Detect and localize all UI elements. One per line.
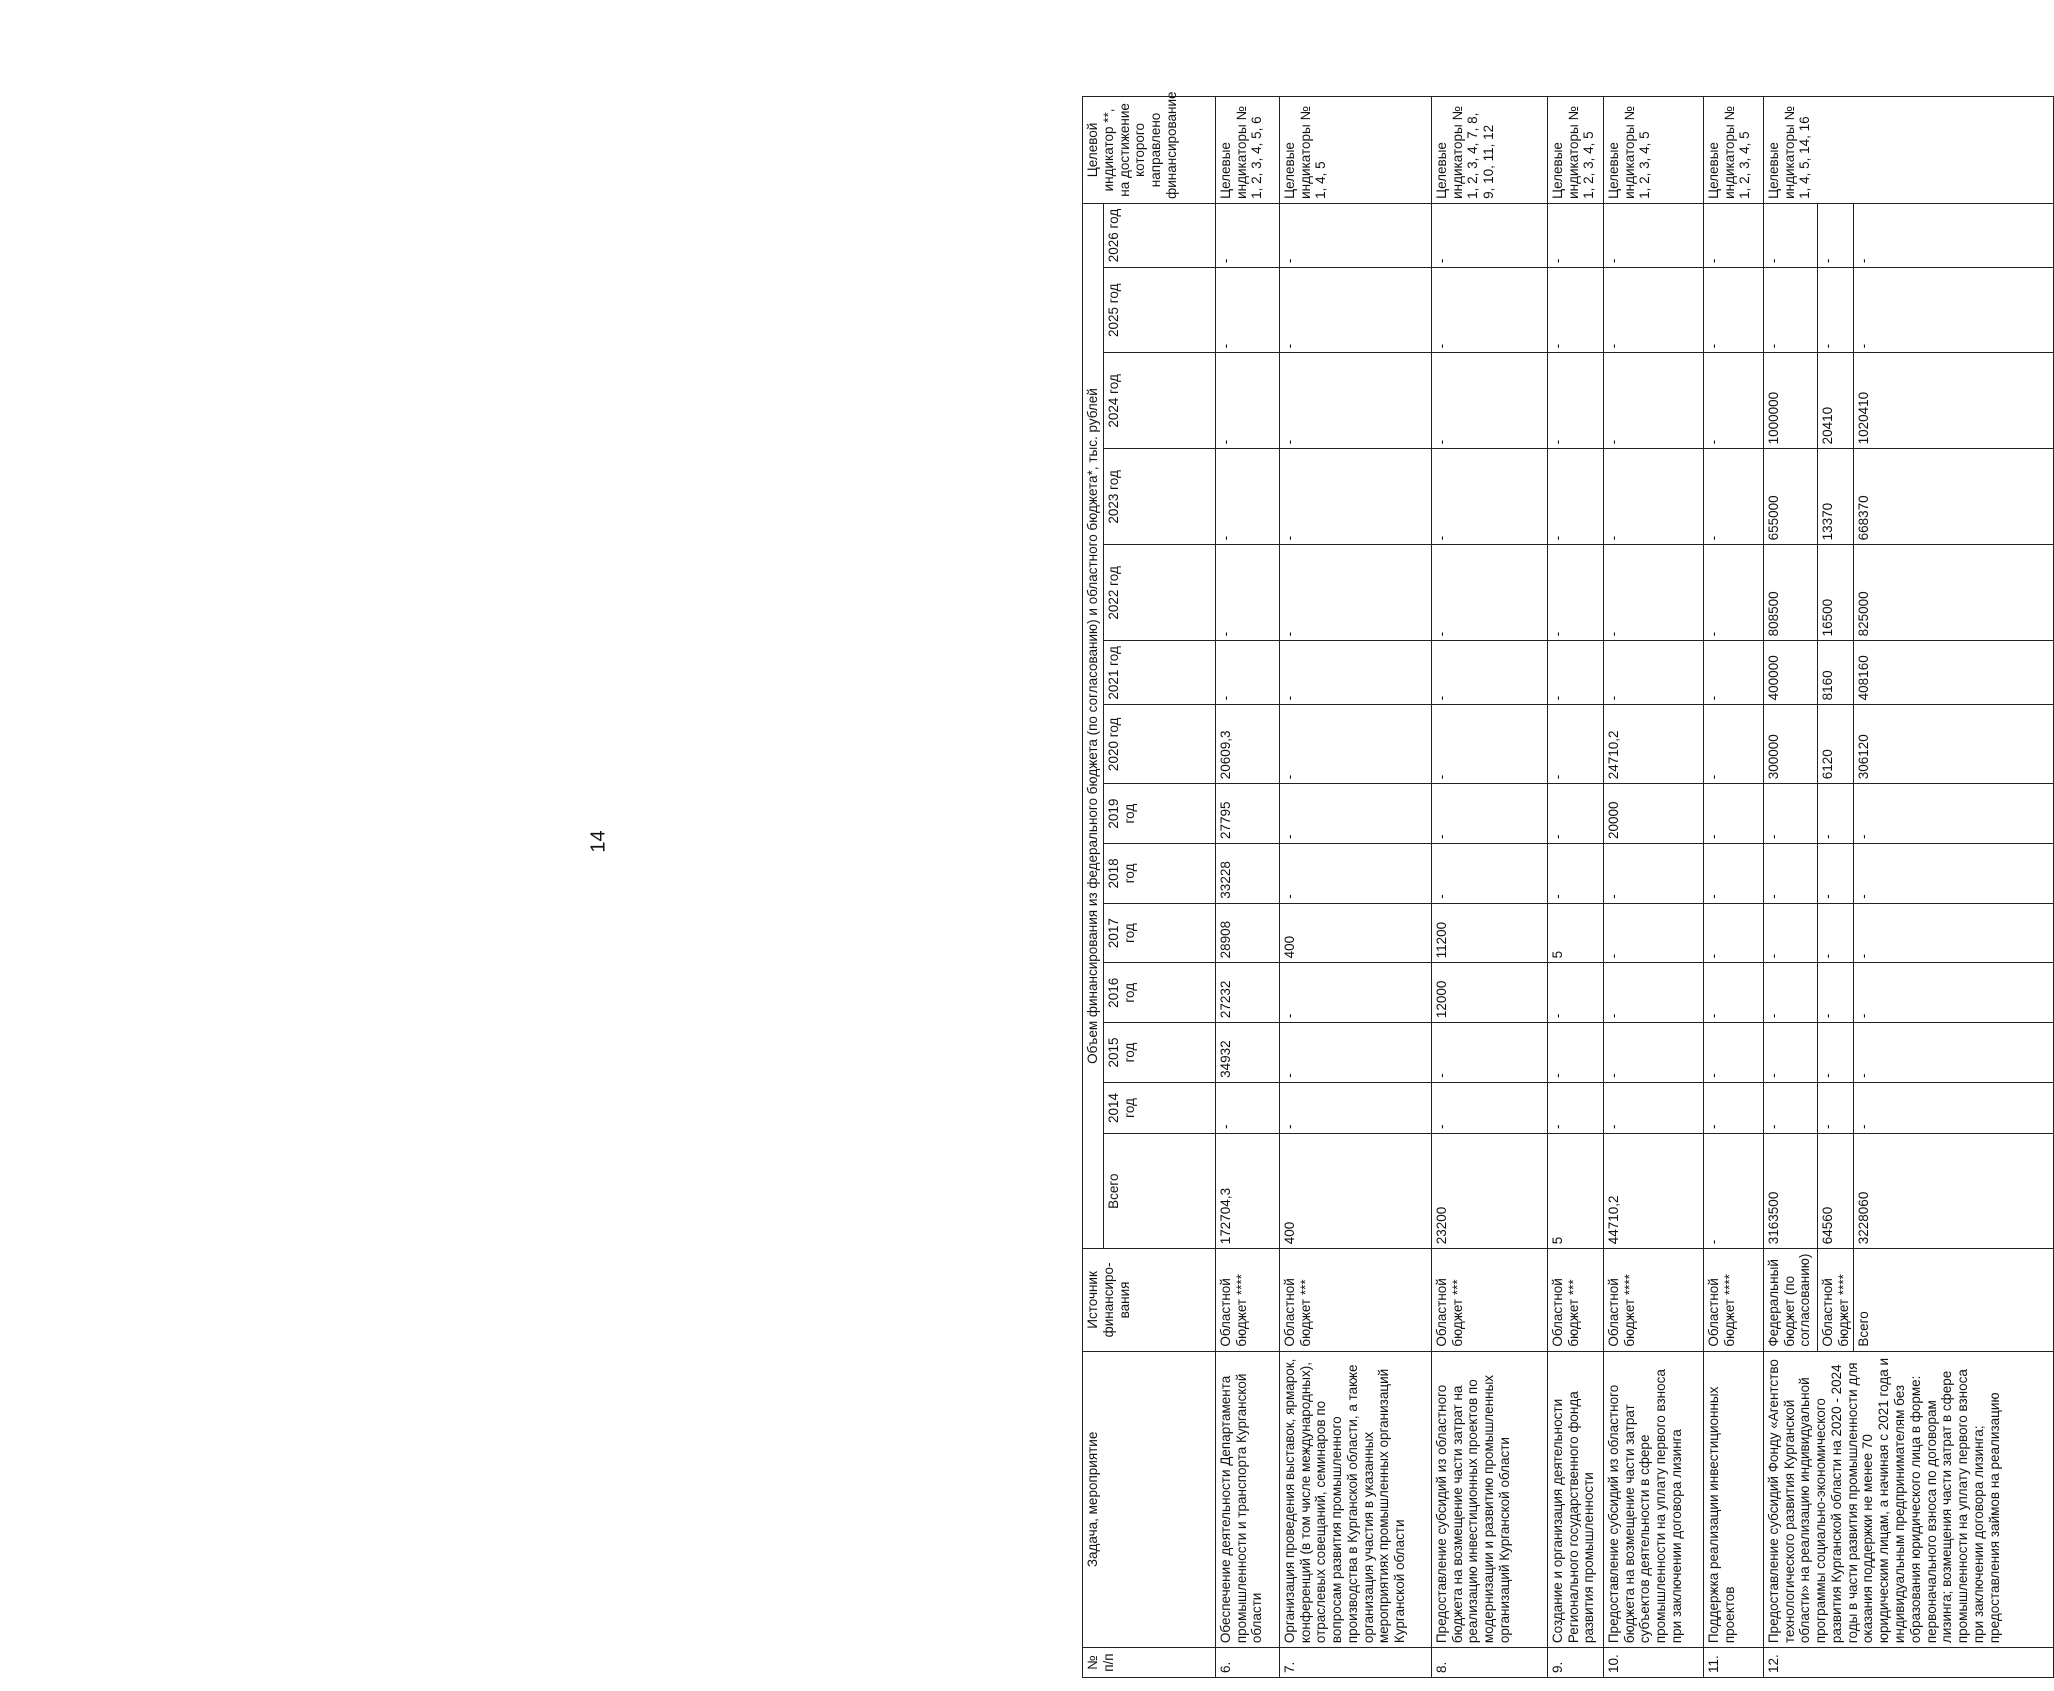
row-year-value: -: [1703, 903, 1763, 963]
header-year: 2015 год: [1103, 1023, 1215, 1083]
header-year: 2023 год: [1103, 449, 1215, 545]
row-num: 12.: [1763, 1648, 2054, 1678]
row-num: 9.: [1547, 1648, 1603, 1678]
row-year-value: -: [1603, 963, 1703, 1023]
row-year-value: -: [1854, 1082, 2054, 1133]
row-year-value: -: [1279, 545, 1431, 641]
row-year-value: -: [1547, 784, 1603, 844]
header-year: 2025 год: [1103, 268, 1215, 353]
row-year-value: 408160: [1854, 641, 2054, 705]
row-total: 172704,3: [1215, 1134, 1279, 1249]
header-year: 2022 год: [1103, 545, 1215, 641]
row-total: 5: [1547, 1134, 1603, 1249]
row-year-value: -: [1703, 1023, 1763, 1083]
row-year-value: -: [1215, 353, 1279, 449]
header-row-1: [1083, 97, 1104, 1678]
row-num: 11.: [1703, 1648, 1763, 1678]
header-year: 2020 год: [1103, 705, 1215, 784]
row-year-value: 20000: [1603, 784, 1703, 844]
row-task: Создание и организация деятельности Регионального государственного фонда развития промышленности: [1547, 1351, 1603, 1648]
row-source: Всего: [1854, 1249, 2054, 1351]
header-year: 2021 год: [1103, 641, 1215, 705]
header-volume: Объем финансирования из федерального бюджета (по согласованию) и областного бюджета*, тыс. рублей: [1083, 203, 1104, 1248]
row-year-value: -: [1279, 449, 1431, 545]
row-year-value: -: [1547, 641, 1603, 705]
row-total: 3228060: [1854, 1134, 2054, 1249]
row-year-value: -: [1215, 545, 1279, 641]
row-year-value: -: [1763, 903, 1817, 963]
row-indicator: Целевые индикаторы № 1, 2, 3, 4, 5, 6: [1215, 97, 1279, 204]
row-num: 10.: [1603, 1648, 1703, 1678]
row-year-value: 20609,3: [1215, 705, 1279, 784]
header-total: Всего: [1103, 1134, 1215, 1249]
row-year-value: 1020410: [1854, 353, 2054, 449]
row-year-value: 24710,2: [1603, 705, 1703, 784]
row-total: 64560: [1817, 1134, 1854, 1249]
row-year-value: -: [1279, 963, 1431, 1023]
row-task: Предоставление субсидий из областного бюджета на возмещение части затрат субъектов деятельности в сфере промышленности на уплату первого взноса при заключении договора лизинга: [1603, 1351, 1703, 1648]
row-year-value: 400: [1279, 903, 1431, 963]
row-indicator: Целевые индикаторы № 1, 2, 3, 4, 5: [1547, 97, 1603, 204]
row-year-value: -: [1547, 1082, 1603, 1133]
row-year-value: -: [1817, 268, 1854, 353]
row-year-value: -: [1431, 784, 1547, 844]
row-total: 400: [1279, 1134, 1431, 1249]
row-year-value: -: [1603, 1023, 1703, 1083]
row-year-value: -: [1703, 1082, 1763, 1133]
header-num: № п/п: [1083, 1648, 1216, 1678]
row-indicator: Целевые индикаторы № 1, 2, 3, 4, 5: [1703, 97, 1763, 204]
row-year-value: -: [1703, 705, 1763, 784]
row-year-value: -: [1279, 641, 1431, 705]
header-indicator: Целевой индикатор **, на достижение которого направлено финансирование: [1083, 97, 1216, 204]
row-year-value: -: [1431, 641, 1547, 705]
row-year-value: -: [1603, 903, 1703, 963]
row-source: Областной бюджет ****: [1215, 1249, 1279, 1351]
row-year-value: 1000000: [1763, 353, 1817, 449]
row-total: 23200: [1431, 1134, 1547, 1249]
row-indicator: Целевые индикаторы № 1, 2, 3, 4, 7, 8, 9, 10, 11, 12: [1431, 97, 1547, 204]
row-source: Областной бюджет ****: [1603, 1249, 1703, 1351]
row-task: Предоставление субсидий Фонду «Агентство технологического развития Курганской области» на реализацию индивидуальной программы социально-экономического развития Курганской области на 2020 - 2024 годы в части развития промышленности для оказания поддержки не менее 70 юридическим лицам, а начиная с 2021 года и индивидуальным предпринимателям без образования юридического лица в форме: первоначального взноса по договорам лизинга; возмещения части затрат в сфере промышленности на уплату первого взноса при заключении договора лизинга; предоставления займов на реализацию: [1763, 1351, 2054, 1648]
row-year-value: -: [1431, 705, 1547, 784]
row-num: 6.: [1215, 1648, 1279, 1678]
row-total: 44710,2: [1603, 1134, 1703, 1249]
row-year-value: -: [1547, 203, 1603, 267]
row-year-value: -: [1279, 843, 1431, 903]
row-year-value: -: [1431, 1023, 1547, 1083]
row-year-value: -: [1431, 545, 1547, 641]
row-year-value: 12000: [1431, 963, 1547, 1023]
row-year-value: -: [1547, 268, 1603, 353]
row-source: Федеральный бюджет (по согласованию): [1763, 1249, 1817, 1351]
row-year-value: -: [1817, 1082, 1854, 1133]
header-year: 2026 год: [1103, 203, 1215, 267]
row-year-value: 27795: [1215, 784, 1279, 844]
row-year-value: -: [1431, 843, 1547, 903]
row-year-value: -: [1817, 843, 1854, 903]
row-year-value: -: [1703, 963, 1763, 1023]
table-row: [1763, 97, 1817, 1678]
row-year-value: -: [1703, 353, 1763, 449]
row-year-value: -: [1431, 353, 1547, 449]
row-year-value: -: [1854, 784, 2054, 844]
row-year-value: -: [1279, 1082, 1431, 1133]
row-year-value: -: [1547, 963, 1603, 1023]
row-year-value: -: [1817, 903, 1854, 963]
row-year-value: -: [1817, 203, 1854, 267]
row-task: Предоставление субсидий из областного бюджета на возмещение части затрат на реализацию инвестиционных проектов по модернизации и развитию промышленных организаций Курганской области: [1431, 1351, 1547, 1648]
row-year-value: 28908: [1215, 903, 1279, 963]
row-year-value: -: [1703, 641, 1763, 705]
header-task: Задача, мероприятие: [1083, 1351, 1216, 1648]
row-year-value: -: [1703, 268, 1763, 353]
row-year-value: -: [1431, 203, 1547, 267]
row-source: Областной бюджет ****: [1817, 1249, 1854, 1351]
row-year-value: -: [1547, 449, 1603, 545]
table-row: [1431, 97, 1547, 1678]
row-year-value: -: [1703, 843, 1763, 903]
row-year-value: -: [1215, 1082, 1279, 1133]
row-year-value: -: [1603, 843, 1703, 903]
table-row: [1603, 97, 1703, 1678]
row-year-value: -: [1431, 268, 1547, 353]
row-indicator: Целевые индикаторы № 1, 4, 5, 14, 16: [1763, 97, 2054, 204]
row-year-value: 16500: [1817, 545, 1854, 641]
row-year-value: -: [1703, 784, 1763, 844]
row-year-value: -: [1603, 449, 1703, 545]
row-year-value: 34932: [1215, 1023, 1279, 1083]
row-indicator: Целевые индикаторы № 1, 4, 5: [1279, 97, 1431, 204]
header-year: 2016 год: [1103, 963, 1215, 1023]
row-year-value: -: [1547, 1023, 1603, 1083]
row-year-value: 825000: [1854, 545, 2054, 641]
row-num: 8.: [1431, 1648, 1547, 1678]
row-task: Обеспечение деятельности Департамента промышленности и транспорта Курганской области: [1215, 1351, 1279, 1648]
row-year-value: -: [1763, 203, 1817, 267]
page-number: 14: [587, 830, 610, 853]
row-year-value: -: [1215, 641, 1279, 705]
row-year-value: -: [1547, 705, 1603, 784]
header-year: 2019 год: [1103, 784, 1215, 844]
row-source: Областной бюджет ****: [1703, 1249, 1763, 1351]
row-total: 3163500: [1763, 1134, 1817, 1249]
table-row: [1215, 97, 1279, 1678]
row-year-value: -: [1763, 1023, 1817, 1083]
row-total: -: [1703, 1134, 1763, 1249]
table-row: [1547, 97, 1603, 1678]
row-year-value: -: [1763, 784, 1817, 844]
row-year-value: -: [1215, 268, 1279, 353]
row-year-value: -: [1763, 268, 1817, 353]
row-year-value: -: [1547, 545, 1603, 641]
row-year-value: 5: [1547, 903, 1603, 963]
row-num: 7.: [1279, 1648, 1431, 1678]
header-year: 2024 год: [1103, 353, 1215, 449]
row-indicator: Целевые индикаторы № 1, 2, 3, 4, 5: [1603, 97, 1703, 204]
financing-table: [1082, 91, 2054, 1678]
row-year-value: 400000: [1763, 641, 1817, 705]
row-year-value: -: [1603, 545, 1703, 641]
row-year-value: 306120: [1854, 705, 2054, 784]
row-year-value: 655000: [1763, 449, 1817, 545]
row-year-value: 8160: [1817, 641, 1854, 705]
row-year-value: -: [1431, 1082, 1547, 1133]
table-body: [1083, 91, 2054, 1678]
row-year-value: 33228: [1215, 843, 1279, 903]
row-year-value: 6120: [1817, 705, 1854, 784]
row-year-value: 300000: [1763, 705, 1817, 784]
row-year-value: 668370: [1854, 449, 2054, 545]
row-year-value: 11200: [1431, 903, 1547, 963]
row-year-value: -: [1763, 963, 1817, 1023]
row-year-value: -: [1215, 449, 1279, 545]
row-year-value: -: [1854, 843, 2054, 903]
header-year: 2018 год: [1103, 843, 1215, 903]
row-year-value: -: [1817, 963, 1854, 1023]
row-year-value: -: [1547, 353, 1603, 449]
row-task: Организация проведения выставок, ярмарок, конференций (в том числе международных), отраслевых совещаний, семинаров по вопросам развития промышленного производства в Курганской области, а также организация участия в указанных мероприятиях промышленных организаций Курганской области: [1279, 1351, 1431, 1648]
row-task: Поддержка реализации инвестиционных проектов: [1703, 1351, 1763, 1648]
row-year-value: -: [1603, 353, 1703, 449]
header-source: Источник финансиро-вания: [1083, 1249, 1216, 1351]
row-year-value: 808500: [1763, 545, 1817, 641]
row-source: Областной бюджет ***: [1431, 1249, 1547, 1351]
row-year-value: -: [1763, 843, 1817, 903]
row-year-value: -: [1431, 449, 1547, 545]
row-source: Областной бюджет ***: [1279, 1249, 1431, 1351]
table-row: [1279, 97, 1431, 1678]
row-year-value: -: [1603, 641, 1703, 705]
row-year-value: -: [1603, 268, 1703, 353]
row-year-value: 20410: [1817, 353, 1854, 449]
row-year-value: -: [1703, 449, 1763, 545]
row-year-value: -: [1854, 963, 2054, 1023]
row-year-value: -: [1817, 784, 1854, 844]
row-year-value: -: [1279, 705, 1431, 784]
row-year-value: -: [1703, 203, 1763, 267]
row-year-value: -: [1854, 203, 2054, 267]
table-row: [1703, 97, 1763, 1678]
row-year-value: -: [1279, 784, 1431, 844]
row-year-value: -: [1854, 903, 2054, 963]
row-year-value: -: [1279, 1023, 1431, 1083]
row-year-value: -: [1854, 1023, 2054, 1083]
row-year-value: -: [1547, 843, 1603, 903]
row-year-value: -: [1279, 268, 1431, 353]
row-year-value: -: [1279, 203, 1431, 267]
row-year-value: 27232: [1215, 963, 1279, 1023]
header-year: 2017 год: [1103, 903, 1215, 963]
row-year-value: -: [1763, 1082, 1817, 1133]
row-year-value: -: [1603, 203, 1703, 267]
row-source: Областной бюджет ***: [1547, 1249, 1603, 1351]
row-year-value: -: [1603, 1082, 1703, 1133]
row-year-value: -: [1854, 268, 2054, 353]
row-year-value: 13370: [1817, 449, 1854, 545]
header-year: 2014 год: [1103, 1082, 1215, 1133]
row-year-value: -: [1817, 1023, 1854, 1083]
row-year-value: -: [1215, 203, 1279, 267]
rotated-table-container: [1082, 91, 2040, 1678]
row-year-value: -: [1279, 353, 1431, 449]
row-year-value: -: [1703, 545, 1763, 641]
